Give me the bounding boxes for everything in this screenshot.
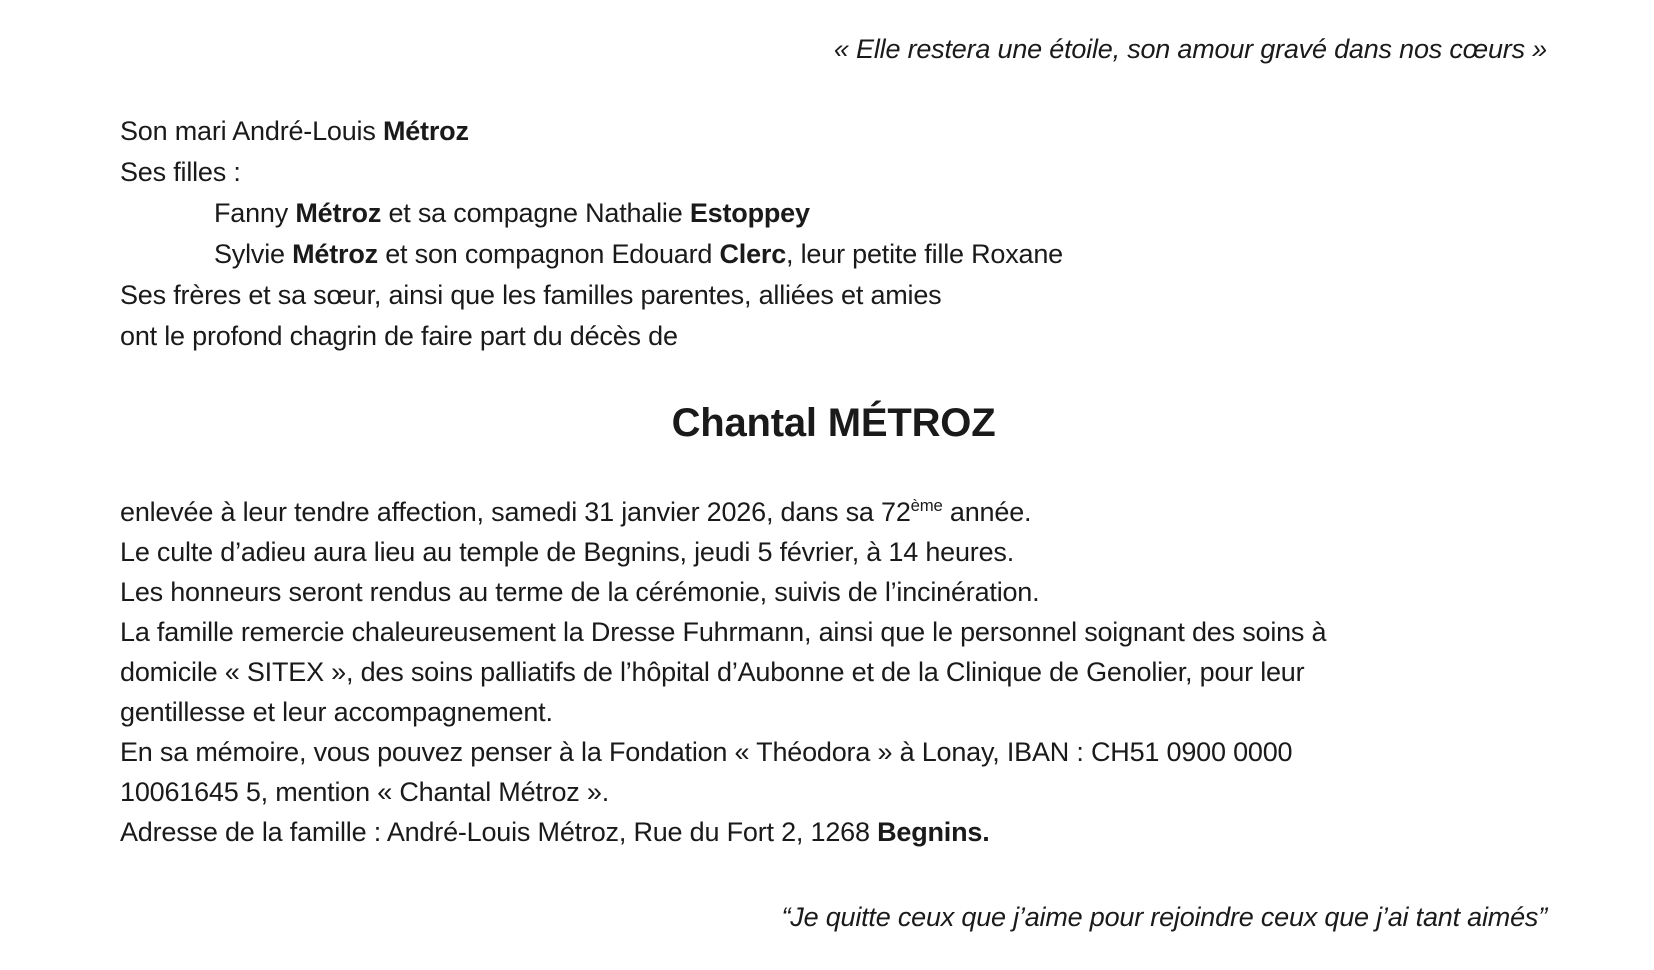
text-segment: Le culte d’adieu aura lieu au temple de Begnins, jeudi 5 février, à 14 heures. bbox=[120, 537, 1015, 567]
text-line bbox=[120, 572, 1547, 612]
text-segment: Adresse de la famille : André-Louis Métroz, Rue du Fort 2, 1268 bbox=[120, 817, 878, 847]
deceased-name-title: Chantal MÉTROZ bbox=[671, 401, 996, 445]
text-segment: Son mari André-Louis bbox=[120, 116, 383, 146]
text-segment: et son compagnon Edouard bbox=[377, 239, 720, 269]
text-line bbox=[120, 772, 1547, 812]
text-segment: Les honneurs seront rendus au terme de la cérémonie, suivis de l’incinération. bbox=[120, 577, 1040, 607]
emphasized-name: Estoppey bbox=[689, 198, 810, 228]
text-line bbox=[120, 316, 1547, 357]
text-line bbox=[120, 812, 1547, 852]
text-segment: La famille remercie chaleureusement la Dresse Fuhrmann, ainsi que le personnel soignant des soins à bbox=[120, 617, 1327, 647]
text-segment: Fanny bbox=[214, 198, 296, 228]
emphasized-name: Métroz bbox=[382, 116, 469, 146]
text-segment: Sylvie bbox=[214, 239, 293, 269]
text-segment: ème bbox=[910, 496, 943, 515]
opening-quote: « Elle restera une étoile, son amour gravé dans nos cœurs » bbox=[833, 34, 1547, 64]
text-line bbox=[120, 275, 1547, 316]
text-segment: Ses filles : bbox=[120, 157, 241, 187]
text-line bbox=[120, 652, 1547, 692]
emphasized-name: Clerc bbox=[719, 239, 787, 269]
text-segment: Ses frères et sa sœur, ainsi que les familles parentes, alliées et amies bbox=[120, 280, 942, 310]
text-segment: 10061645 5, mention « Chantal Métroz ». bbox=[120, 777, 610, 807]
text-line bbox=[120, 152, 1547, 193]
text-line bbox=[120, 732, 1547, 772]
closing-quote: “Je quitte ceux que j’aime pour rejoindre ceux que j’ai tant aimés” bbox=[781, 902, 1547, 932]
text-segment: année. bbox=[942, 497, 1032, 527]
text-segment: et sa compagne Nathalie bbox=[381, 198, 690, 228]
family-intro-block bbox=[120, 111, 1547, 357]
text-line bbox=[120, 492, 1547, 532]
text-line bbox=[120, 532, 1547, 572]
emphasized-name: Begnins. bbox=[877, 817, 990, 847]
text-line bbox=[120, 193, 1547, 234]
announcement-body-block bbox=[120, 492, 1547, 852]
text-segment: domicile « SITEX », des soins palliatifs de l’hôpital d’Aubonne et de la Clinique de Genolier, pour leur bbox=[120, 657, 1305, 687]
text-segment: En sa mémoire, vous pouvez penser à la Fondation « Théodora » à Lonay, IBAN : CH51 0900 0000 bbox=[120, 737, 1293, 767]
text-segment: gentillesse et leur accompagnement. bbox=[120, 697, 553, 727]
emphasized-name: Métroz bbox=[292, 239, 378, 269]
emphasized-name: Métroz bbox=[295, 198, 382, 228]
text-line bbox=[120, 692, 1547, 732]
text-segment: enlevée à leur tendre affection, samedi 31 janvier 2026, dans sa 72 bbox=[120, 497, 911, 527]
text-line bbox=[120, 234, 1547, 275]
text-segment: ont le profond chagrin de faire part du décès de bbox=[120, 321, 678, 351]
text-segment: , leur petite fille Roxane bbox=[786, 239, 1063, 269]
text-line bbox=[120, 612, 1547, 652]
text-line bbox=[120, 111, 1547, 152]
